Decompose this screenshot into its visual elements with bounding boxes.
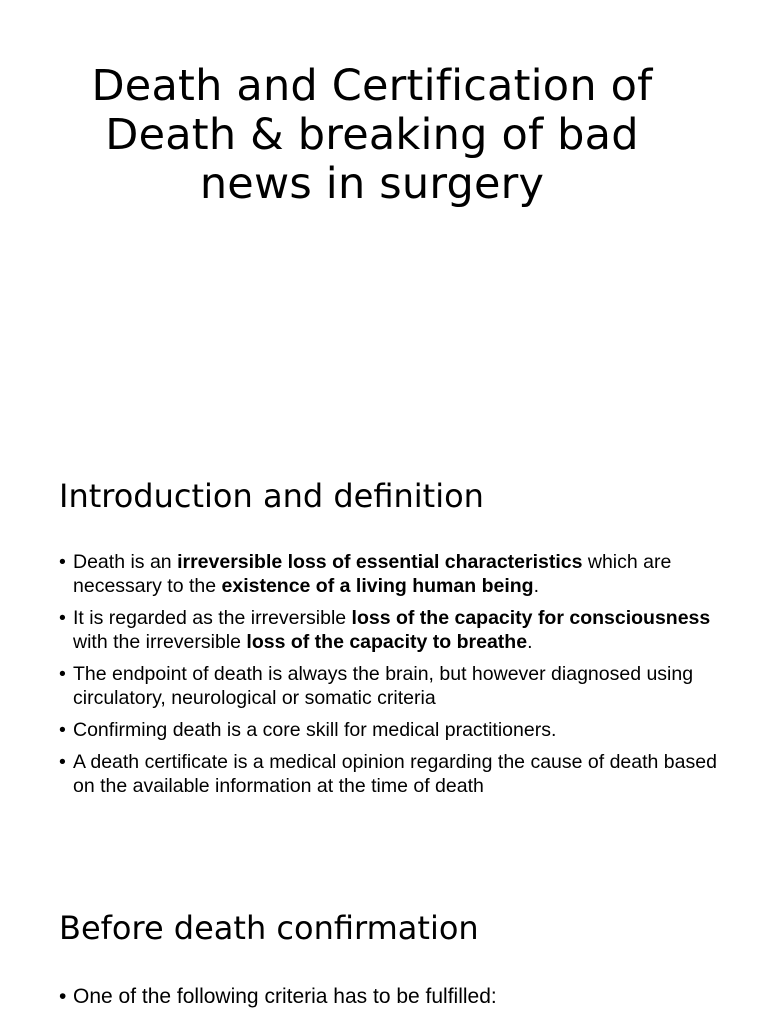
list-item-text: One of the following criteria has to be fulfilled: — [73, 985, 497, 1008]
bullet-icon: • — [59, 551, 66, 573]
confirmation-slide — [0, 864, 768, 1024]
list-item — [59, 606, 729, 654]
bullet-icon: • — [59, 607, 66, 629]
list-item-text: The endpoint of death is always the brain, but however diagnosed using circulatory, neurological or somatic criteria — [73, 663, 694, 709]
section-heading-confirmation: Before death confirmation — [59, 909, 479, 947]
text-segment: which are necessary to the — [73, 551, 672, 597]
bullet-icon: • — [59, 719, 66, 741]
section-heading-introduction: Introduction and definition — [59, 477, 484, 515]
text-segment: . — [533, 575, 539, 597]
bold-text: loss of the capacity to breathe — [246, 631, 528, 653]
list-item — [59, 662, 729, 710]
title-slide — [0, 0, 768, 432]
list-item-text: A death certificate is a medical opinion regarding the cause of death based on the available information at the time of death — [73, 751, 717, 797]
list-item — [59, 750, 729, 798]
text-segment: . — [527, 631, 533, 653]
bold-text: irreversible loss of essential characteristics — [177, 551, 583, 573]
bullet-icon: • — [59, 751, 66, 773]
introduction-slide — [0, 432, 768, 864]
slide-title: Death and Certification of Death & breaking of bad news in surgery — [91, 61, 653, 209]
bullet-icon: • — [59, 663, 66, 685]
list-item — [59, 985, 729, 1009]
text-segment: It is regarded as the irreversible — [73, 607, 352, 629]
bullet-list — [59, 550, 729, 806]
list-item-text: Confirming death is a core skill for medical practitioners. — [73, 719, 557, 741]
bullet-icon: • — [59, 985, 67, 1008]
text-segment: with the irreversible — [73, 631, 247, 653]
bold-text: existence of a living human being — [221, 575, 534, 597]
list-item — [59, 550, 729, 598]
text-segment: Death is an — [73, 551, 178, 573]
list-item — [59, 718, 729, 742]
bold-text: loss of the capacity for consciousness — [351, 607, 711, 629]
bullet-list — [59, 985, 729, 1017]
